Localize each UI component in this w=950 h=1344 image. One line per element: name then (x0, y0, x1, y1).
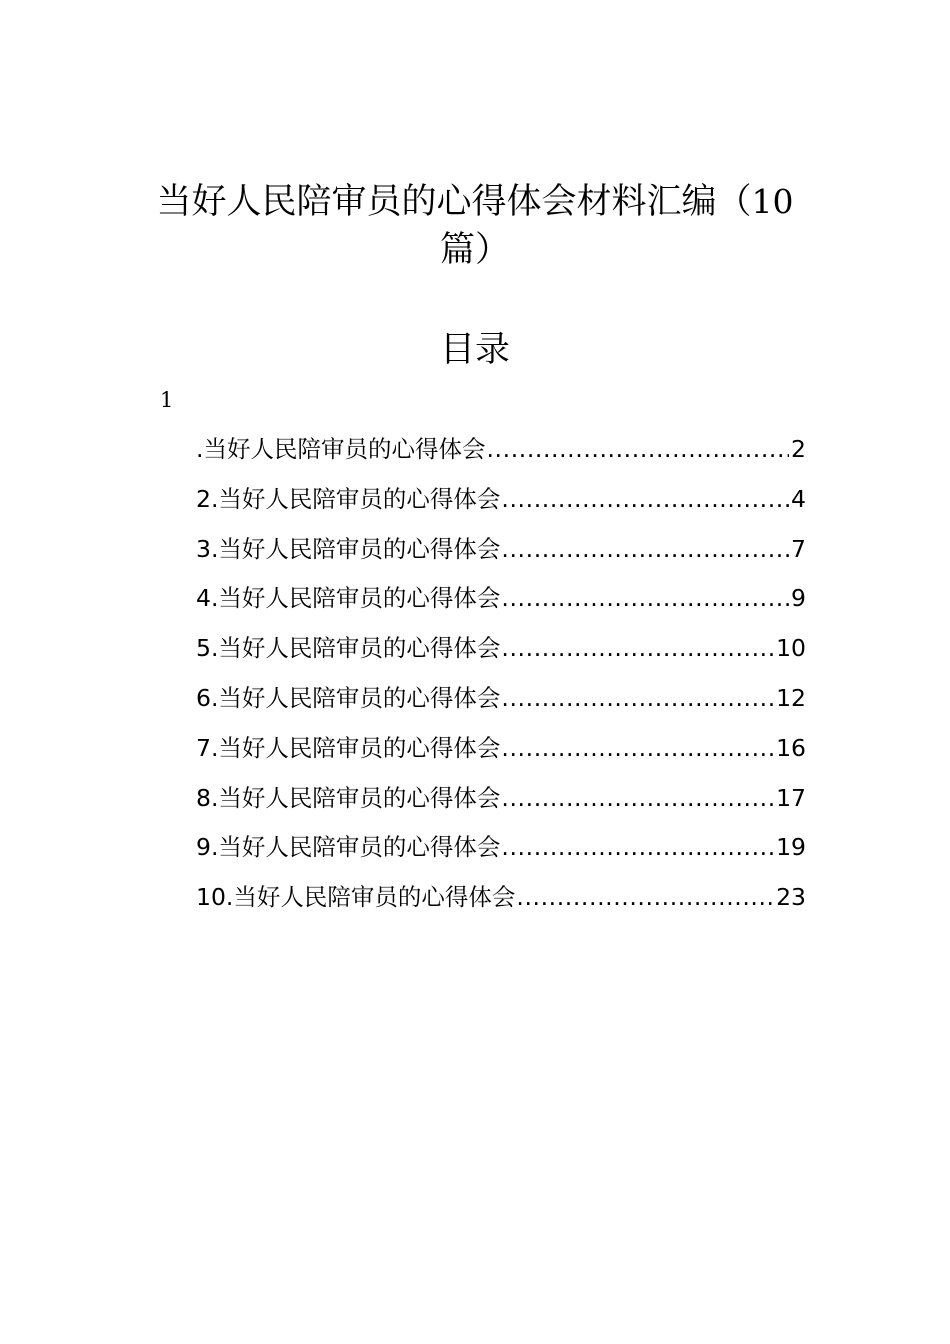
toc-page-number: 4 (791, 484, 806, 513)
toc-page-number: 10 (776, 634, 806, 663)
toc-entry-label: 2.当好人民陪审员的心得体会 (196, 484, 501, 513)
toc-page-number: 16 (776, 733, 806, 762)
document-title (150, 178, 800, 274)
toc-dot-leader (501, 581, 789, 615)
toc-entry-9[interactable] (196, 830, 806, 880)
toc-entry-label: 7.当好人民陪审员的心得体会 (196, 733, 501, 762)
toc-dot-leader (516, 880, 774, 914)
title-text: 当好人民陪审员的心得体会材料汇编（ (156, 182, 752, 222)
toc-entry-label: 4.当好人民陪审员的心得体会 (196, 584, 501, 613)
toc-entry-label: 3.当好人民陪审员的心得体会 (196, 534, 501, 563)
toc-entry-label: 10.当好人民陪审员的心得体会 (196, 883, 516, 912)
toc-dot-leader (501, 681, 774, 715)
toc-entry-1[interactable] (196, 432, 806, 482)
toc-page-number: 9 (791, 584, 806, 613)
toc-entry-5[interactable] (196, 631, 806, 681)
toc-entry-label: 6.当好人民陪审员的心得体会 (196, 683, 501, 712)
toc-entry-4[interactable] (196, 581, 806, 631)
toc-entry-10[interactable] (196, 880, 806, 930)
toc-entry-label: 9.当好人民陪审员的心得体会 (196, 833, 501, 862)
toc-entry-3[interactable] (196, 532, 806, 582)
toc-entry-label: 5.当好人民陪审员的心得体会 (196, 634, 501, 663)
toc-dot-leader (501, 482, 789, 516)
title-end: 篇） (439, 230, 510, 270)
toc-page-number: 12 (776, 683, 806, 712)
toc-page-number: 7 (791, 534, 806, 563)
toc-page-number: 2 (791, 435, 806, 463)
toc-dot-leader (501, 830, 774, 864)
section-marker: 1 (160, 388, 174, 412)
toc-page-number: 17 (776, 783, 806, 812)
toc-entry-7[interactable] (196, 731, 806, 781)
toc-entry-8[interactable] (196, 781, 806, 831)
toc-dot-leader (501, 532, 789, 566)
toc-entry-label: .当好人民陪审员的心得体会 (196, 435, 486, 463)
toc-dot-leader (501, 731, 774, 765)
toc-entry-6[interactable] (196, 681, 806, 731)
toc-page-number: 19 (776, 833, 806, 862)
toc-heading: 目录 (439, 330, 510, 370)
toc-list (196, 432, 806, 930)
toc-page-number: 23 (776, 883, 806, 912)
toc-entry-label: 8.当好人民陪审员的心得体会 (196, 783, 501, 812)
toc-dot-leader (486, 432, 789, 466)
toc-entry-2[interactable] (196, 482, 806, 532)
toc-dot-leader (501, 781, 774, 815)
toc-dot-leader (501, 631, 774, 665)
title-number: 10 (751, 182, 794, 221)
